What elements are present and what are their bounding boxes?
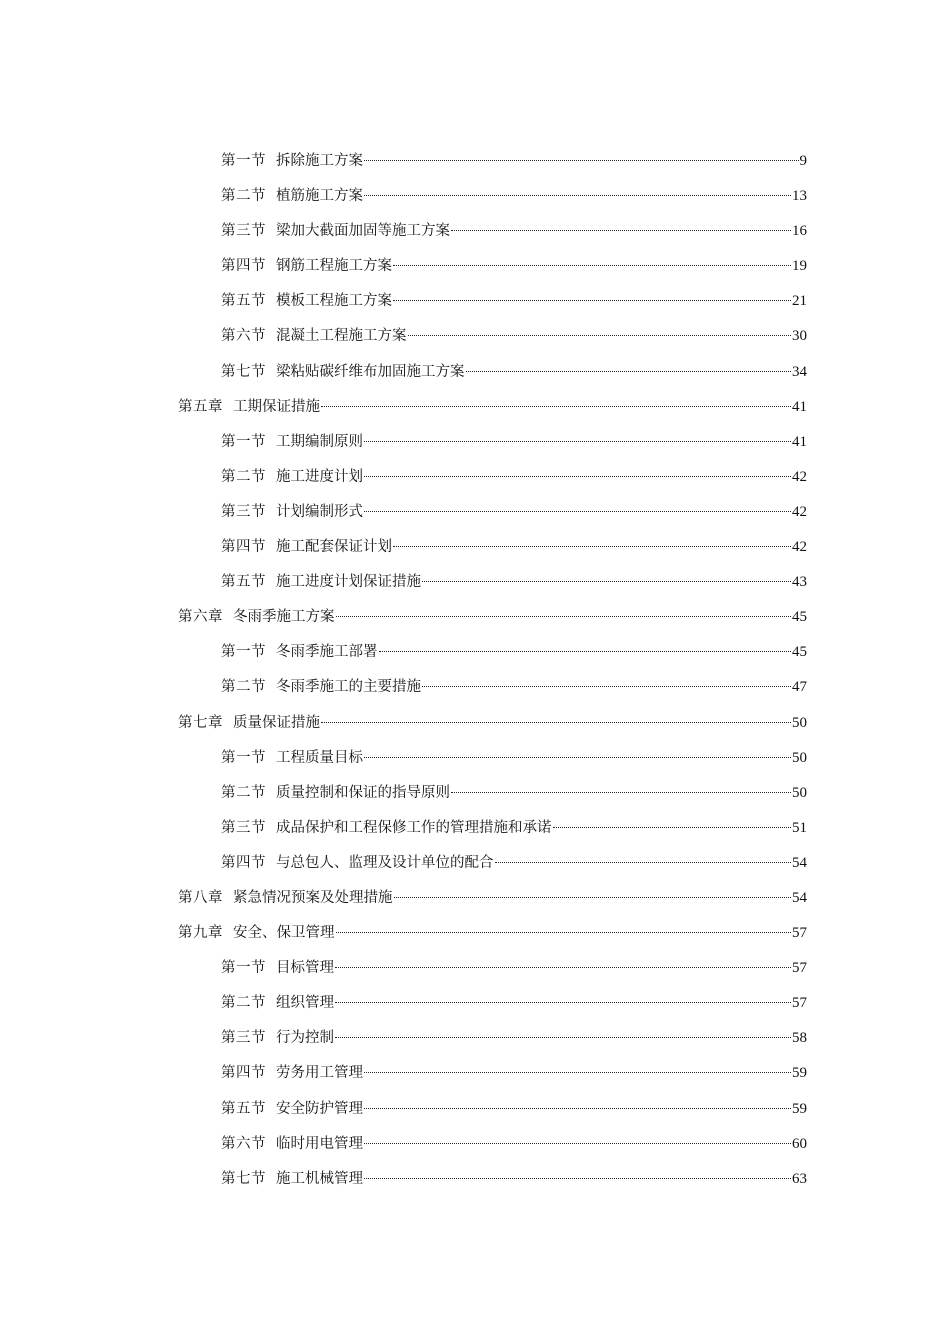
toc-dot-leader: [364, 1071, 791, 1073]
toc-dot-leader: [364, 475, 791, 477]
toc-entry-title: 计划编制形式: [276, 503, 363, 520]
toc-dot-leader: [408, 334, 792, 336]
toc-entry-title: 工程质量目标: [276, 749, 363, 766]
toc-entry-title: 与总包人、监理及设计单位的配合: [276, 854, 494, 871]
toc-page-number: 30: [792, 328, 807, 345]
toc-entry-title: 安全、保卫管理: [233, 925, 335, 942]
toc-entry-number: 第二节: [221, 784, 266, 801]
toc-section-entry[interactable]: [0, 1021, 950, 1056]
toc-dot-leader: [495, 861, 792, 863]
toc-page-number: 60: [792, 1135, 807, 1152]
toc-section-entry[interactable]: [0, 355, 950, 390]
toc-page-number: 50: [792, 714, 807, 731]
toc-page-number: 45: [792, 644, 807, 661]
toc-section-entry[interactable]: [0, 846, 950, 881]
toc-dot-leader: [364, 1107, 791, 1109]
toc-entry-title: 梁粘贴碳纤维布加固施工方案: [276, 363, 465, 380]
toc-entry-number: 第一节: [221, 433, 266, 450]
toc-page-number: 19: [792, 258, 807, 275]
toc-page-number: 50: [792, 784, 807, 801]
toc-dot-leader: [466, 370, 792, 372]
toc-entry-number: 第五章: [178, 398, 223, 415]
toc-page-number: 57: [792, 960, 807, 977]
toc-section-entry[interactable]: [0, 1092, 950, 1127]
toc-entry-number: 第二节: [221, 468, 266, 485]
toc-dot-leader: [335, 966, 791, 968]
toc-entry-title: 冬雨季施工的主要措施: [276, 679, 421, 696]
toc-entry-title: 混凝土工程施工方案: [276, 328, 407, 345]
toc-chapter-entry[interactable]: [0, 706, 950, 741]
toc-section-entry[interactable]: [0, 565, 950, 600]
toc-entry-number: 第八章: [178, 889, 223, 906]
toc-section-entry[interactable]: [0, 179, 950, 214]
toc-entry-title: 冬雨季施工部署: [276, 644, 378, 661]
toc-entry-number: 第六节: [221, 328, 266, 345]
toc-dot-leader: [394, 896, 792, 898]
toc-page-number: 59: [792, 1065, 807, 1082]
toc-section-entry[interactable]: [0, 144, 950, 179]
toc-page-number: 42: [792, 539, 807, 556]
toc-entry-title: 质量控制和保证的指导原则: [276, 784, 450, 801]
toc-page-number: 13: [792, 188, 807, 205]
toc-dot-leader: [553, 826, 792, 828]
toc-entry-number: 第一节: [221, 749, 266, 766]
toc-entry-title: 成品保护和工程保修工作的管理措施和承诺: [276, 819, 552, 836]
toc-section-entry[interactable]: [0, 530, 950, 565]
toc-entry-title: 工期保证措施: [233, 398, 320, 415]
toc-entry-number: 第四节: [221, 854, 266, 871]
toc-entry-number: 第六章: [178, 609, 223, 626]
toc-section-entry[interactable]: [0, 214, 950, 249]
toc-entry-title: 植筋施工方案: [276, 188, 363, 205]
toc-chapter-entry[interactable]: [0, 916, 950, 951]
toc-dot-leader: [364, 1142, 791, 1144]
toc-entry-number: 第三节: [221, 819, 266, 836]
toc-entry-title: 工期编制原则: [276, 433, 363, 450]
toc-page-number: 21: [792, 293, 807, 310]
toc-entry-title: 行为控制: [276, 1030, 334, 1047]
toc-entry-number: 第七节: [221, 1170, 266, 1187]
toc-section-entry[interactable]: [0, 776, 950, 811]
toc-entry-number: 第三节: [221, 503, 266, 520]
toc-dot-leader: [364, 194, 791, 196]
toc-entry-title: 临时用电管理: [276, 1135, 363, 1152]
toc-dot-leader: [393, 299, 791, 301]
toc-section-entry[interactable]: [0, 1127, 950, 1162]
toc-section-entry[interactable]: [0, 1056, 950, 1091]
toc-entry-title: 组织管理: [276, 995, 334, 1012]
toc-page-number: 16: [792, 223, 807, 240]
toc-entry-title: 冬雨季施工方案: [233, 609, 335, 626]
toc-dot-leader: [364, 756, 791, 758]
toc-entry-title: 施工配套保证计划: [276, 539, 392, 556]
toc-entry-title: 模板工程施工方案: [276, 293, 392, 310]
toc-page-number: 45: [792, 609, 807, 626]
toc-dot-leader: [422, 685, 791, 687]
toc-entry-title: 施工进度计划保证措施: [276, 574, 421, 591]
toc-section-entry[interactable]: [0, 1162, 950, 1197]
toc-entry-title: 安全防护管理: [276, 1100, 363, 1117]
toc-dot-leader: [451, 791, 791, 793]
toc-page-number: 57: [792, 995, 807, 1012]
toc-entry-number: 第一节: [221, 153, 266, 169]
toc-dot-leader: [335, 1036, 791, 1038]
toc-entry-number: 第二节: [221, 188, 266, 205]
toc-page-number: 63: [792, 1170, 807, 1187]
toc-entry-number: 第五节: [221, 293, 266, 310]
toc-page-number: 47: [792, 679, 807, 696]
toc-entry-title: 目标管理: [276, 960, 334, 977]
toc-section-entry[interactable]: [0, 319, 950, 354]
toc-dot-leader: [422, 580, 791, 582]
toc-entry-number: 第三节: [221, 1030, 266, 1047]
toc-section-entry[interactable]: [0, 249, 950, 284]
toc-entry-number: 第六节: [221, 1135, 266, 1152]
toc-page-number: 42: [792, 503, 807, 520]
toc-page-number: 51: [792, 819, 807, 836]
toc-page-number: 41: [792, 433, 807, 450]
toc-dot-leader: [336, 931, 792, 933]
toc-page-number: 59: [792, 1100, 807, 1117]
toc-page-number: 54: [792, 854, 807, 871]
toc-chapter-entry[interactable]: [0, 390, 950, 425]
toc-dot-leader: [364, 440, 791, 442]
toc-page-number: 54: [792, 889, 807, 906]
toc-dot-leader: [379, 650, 792, 652]
toc-entry-number: 第五节: [221, 574, 266, 591]
toc-entry-number: 第一节: [221, 960, 266, 977]
toc-section-entry[interactable]: [0, 425, 950, 460]
toc-section-entry[interactable]: [0, 670, 950, 705]
toc-dot-leader: [321, 721, 791, 723]
toc-entry-title: 拆除施工方案: [276, 153, 363, 169]
toc-section-entry[interactable]: [0, 811, 950, 846]
toc-dot-leader: [393, 264, 791, 266]
toc-page-number: 34: [792, 363, 807, 380]
toc-dot-leader: [364, 1177, 791, 1179]
toc-entry-number: 第一节: [221, 644, 266, 661]
toc-section-entry[interactable]: [0, 986, 950, 1021]
toc-page-number: 57: [792, 925, 807, 942]
toc-chapter-entry[interactable]: [0, 600, 950, 635]
toc-dot-leader: [321, 405, 791, 407]
toc-entry-title: 钢筋工程施工方案: [276, 258, 392, 275]
toc-entry-number: 第三节: [221, 223, 266, 240]
toc-entry-title: 紧急情况预案及处理措施: [233, 889, 393, 906]
toc-section-entry[interactable]: [0, 635, 950, 670]
toc-section-entry[interactable]: [0, 460, 950, 495]
toc-section-entry[interactable]: [0, 951, 950, 986]
toc-entry-title: 劳务用工管理: [276, 1065, 363, 1082]
toc-entry-number: 第四节: [221, 1065, 266, 1082]
toc-entry-number: 第七章: [178, 714, 223, 731]
toc-section-entry[interactable]: [0, 741, 950, 776]
toc-entry-number: 第四节: [221, 258, 266, 275]
toc-page-number: 43: [792, 574, 807, 591]
toc-entry-number: 第二节: [221, 995, 266, 1012]
toc-entry-number: 第二节: [221, 679, 266, 696]
toc-section-entry[interactable]: [0, 284, 950, 319]
toc-entry-number: 第九章: [178, 925, 223, 942]
toc-entry-number: 第四节: [221, 539, 266, 556]
toc-chapter-entry[interactable]: [0, 881, 950, 916]
toc-entry-title: 施工进度计划: [276, 468, 363, 485]
toc-dot-leader: [393, 545, 791, 547]
toc-page-number: 58: [792, 1030, 807, 1047]
toc-entry-title: 施工机械管理: [276, 1170, 363, 1187]
table-of-contents: [0, 144, 950, 1197]
toc-page-number: 50: [792, 749, 807, 766]
toc-dot-leader: [364, 159, 799, 161]
toc-dot-leader: [335, 1001, 791, 1003]
toc-entry-number: 第五节: [221, 1100, 266, 1117]
toc-dot-leader: [364, 510, 791, 512]
toc-entry-title: 梁加大截面加固等施工方案: [276, 223, 450, 240]
toc-dot-leader: [451, 229, 791, 231]
toc-page-number: 9: [799, 153, 807, 169]
toc-entry-number: 第七节: [221, 363, 266, 380]
toc-page-number: 42: [792, 468, 807, 485]
toc-section-entry[interactable]: [0, 495, 950, 530]
toc-dot-leader: [336, 615, 792, 617]
toc-page-number: 41: [792, 398, 807, 415]
toc-entry-title: 质量保证措施: [233, 714, 320, 731]
